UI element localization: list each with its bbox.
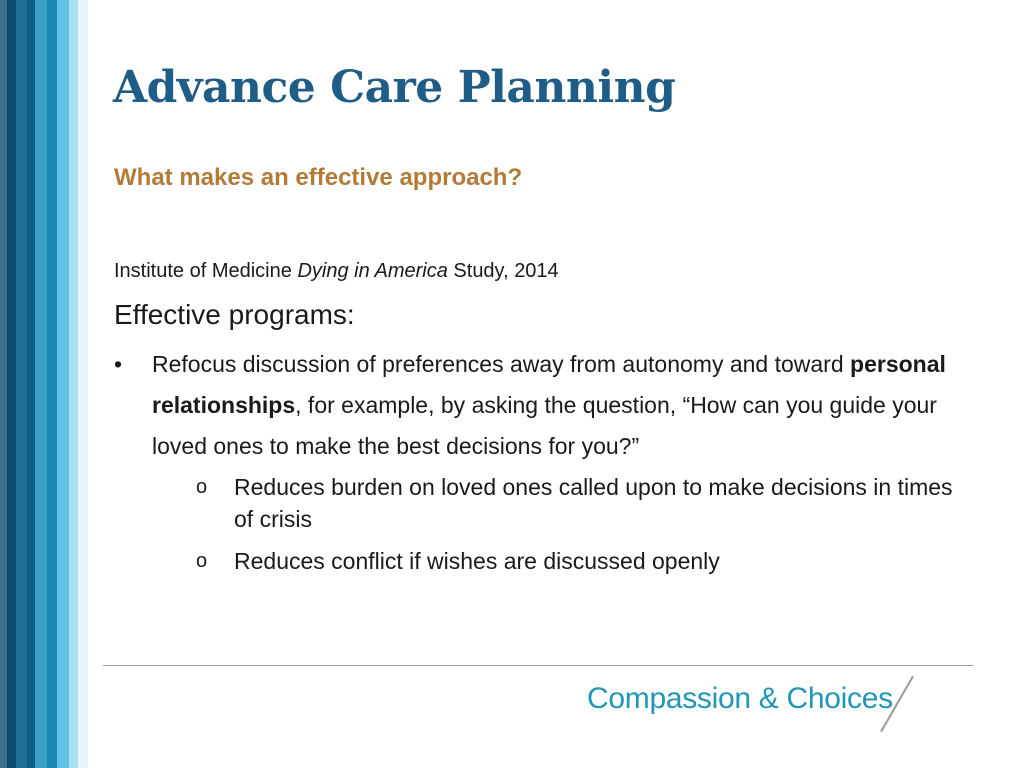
bullet-bold-text: personal relationships [152,351,946,418]
sub-bullet-marker: o [196,550,208,572]
sub-bullet-marker: o [196,476,208,498]
bullet-marker: • [114,351,123,377]
sub-bullet-text: Reduces burden on loved ones called upon to make decisions in times of crisis [234,474,953,532]
programs-heading: Effective programs: [114,299,355,330]
stripe [47,0,57,768]
sub-bullet-text: Reduces conflict if wishes are discussed openly [234,548,720,574]
stripe [0,0,7,768]
compassion-choices-logo: Compassion & Choices [587,682,893,715]
footer-divider [103,665,973,666]
stripe [69,0,78,768]
stripe [78,0,88,768]
sub-bullet-item [196,471,956,535]
bullet-text-before: Refocus discussion of preferences away from autonomy and toward [152,351,851,377]
bullet-item [114,344,954,467]
sub-bullet-item [196,545,956,577]
stripe [57,0,69,768]
stripe [16,0,27,768]
stripe [35,0,47,768]
source-italic-title: Dying in America [297,260,448,282]
slide-subtitle: What makes an effective approach? [114,164,523,191]
slide-title: Advance Care Planning [113,62,676,113]
decorative-stripe-bar [0,0,88,768]
bullet-text-after: , for example, by asking the question, “How can you guide your loved ones to make the best decisions for you?” [152,392,937,459]
source-citation [114,260,559,283]
source-prefix: Institute of Medicine [114,260,298,282]
bullet-content [152,344,954,467]
stripe [7,0,16,768]
stripe [27,0,35,768]
source-suffix: Study, 2014 [447,260,559,282]
